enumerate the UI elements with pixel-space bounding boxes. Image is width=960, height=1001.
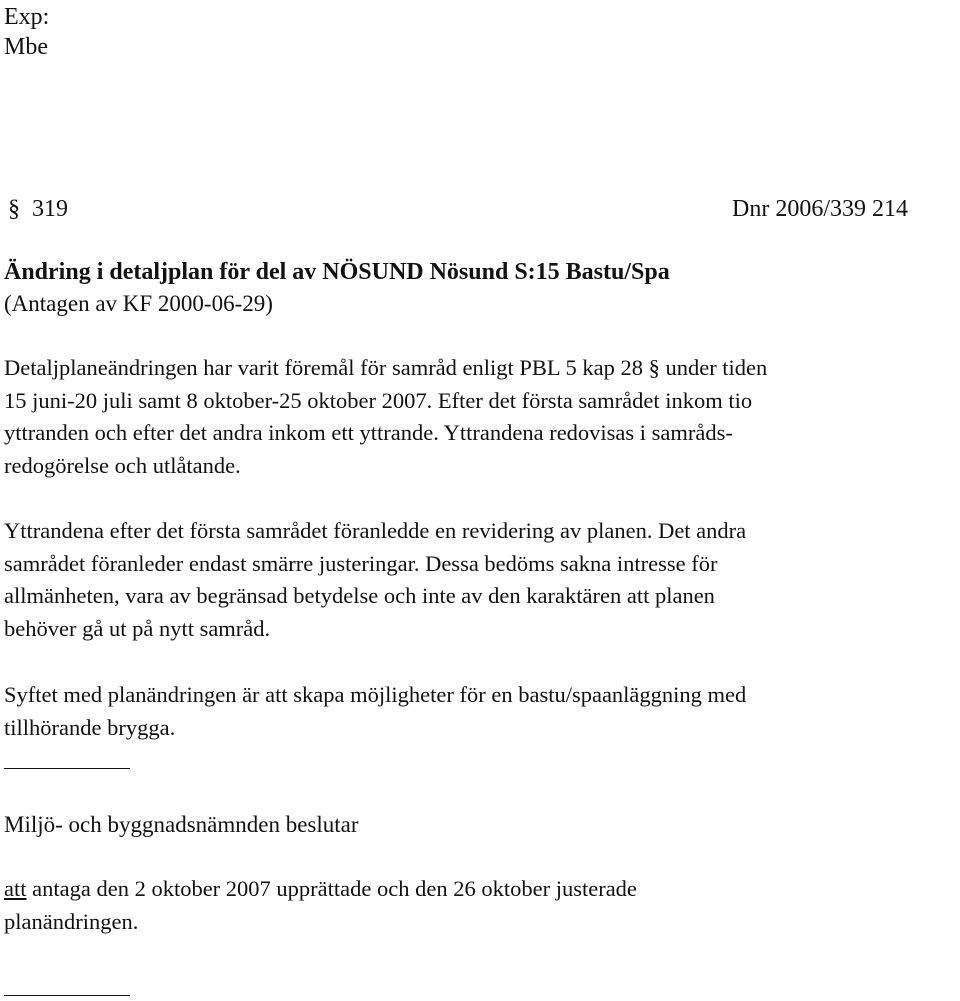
paragraph-line: allmänheten, vara av begränsad betydelse och inte av den karaktären att planen [4,583,715,608]
paragraph-line: behöver gå ut på nytt samråd. [4,615,271,641]
decides-heading: Miljö- och byggnadsnämnden beslutar [4,812,359,837]
expedition-label: Exp: [4,4,50,30]
expedition-header [4,2,49,62]
paragraph-line: Yttrandena efter det första samrådet föranledde en revidering av planen. Det andra [4,518,747,543]
paragraph-line: Detaljplaneändringen har varit föremål för samråd enligt PBL 5 kap 28 § under tiden [4,355,768,380]
paragraph-revision [4,515,960,645]
expedition-recipient: Mbe [4,34,48,60]
decision-keyword: att [4,876,27,901]
paragraph-line: samrådet föranleder endast smärre justeringar. Dessa bedöms sakna intresse för [4,550,718,576]
decision-line-rest: antaga den 2 oktober 2007 upprättade och den 26 oktober justerade [26,876,637,901]
document-subtitle: (Antagen av KF 2000-06-29) [4,291,273,316]
divider-line [4,768,130,769]
decision-line [4,873,637,906]
paragraph-line: redogörelse och utlåtande. [4,452,241,478]
diary-number: Dnr 2006/339 214 [732,196,908,222]
paragraph-consultation [4,352,960,482]
paragraph-line: tillhörande brygga. [4,714,176,740]
divider-line [4,995,130,996]
section-sign: § [8,196,20,222]
section-number: 319 [32,196,68,222]
paragraph-line: 15 juni-20 juli samt 8 oktober-25 oktober 2007. Efter det första samrådet inkom tio [4,387,753,413]
paragraph-line: Syftet med planändringen är att skapa möjligheter för en bastu/spaanläggning med [4,682,747,707]
document-title: Ändring i detaljplan för del av NÖSUND Nösund S:15 Bastu/Spa [4,259,670,285]
decision-line: planändringen. [4,908,139,934]
paragraph-purpose [4,679,960,744]
paragraph-line: yttranden och efter det andra inkom ett yttrande. Yttrandena redovisas i samråds- [4,420,733,445]
decision-text [4,873,637,938]
